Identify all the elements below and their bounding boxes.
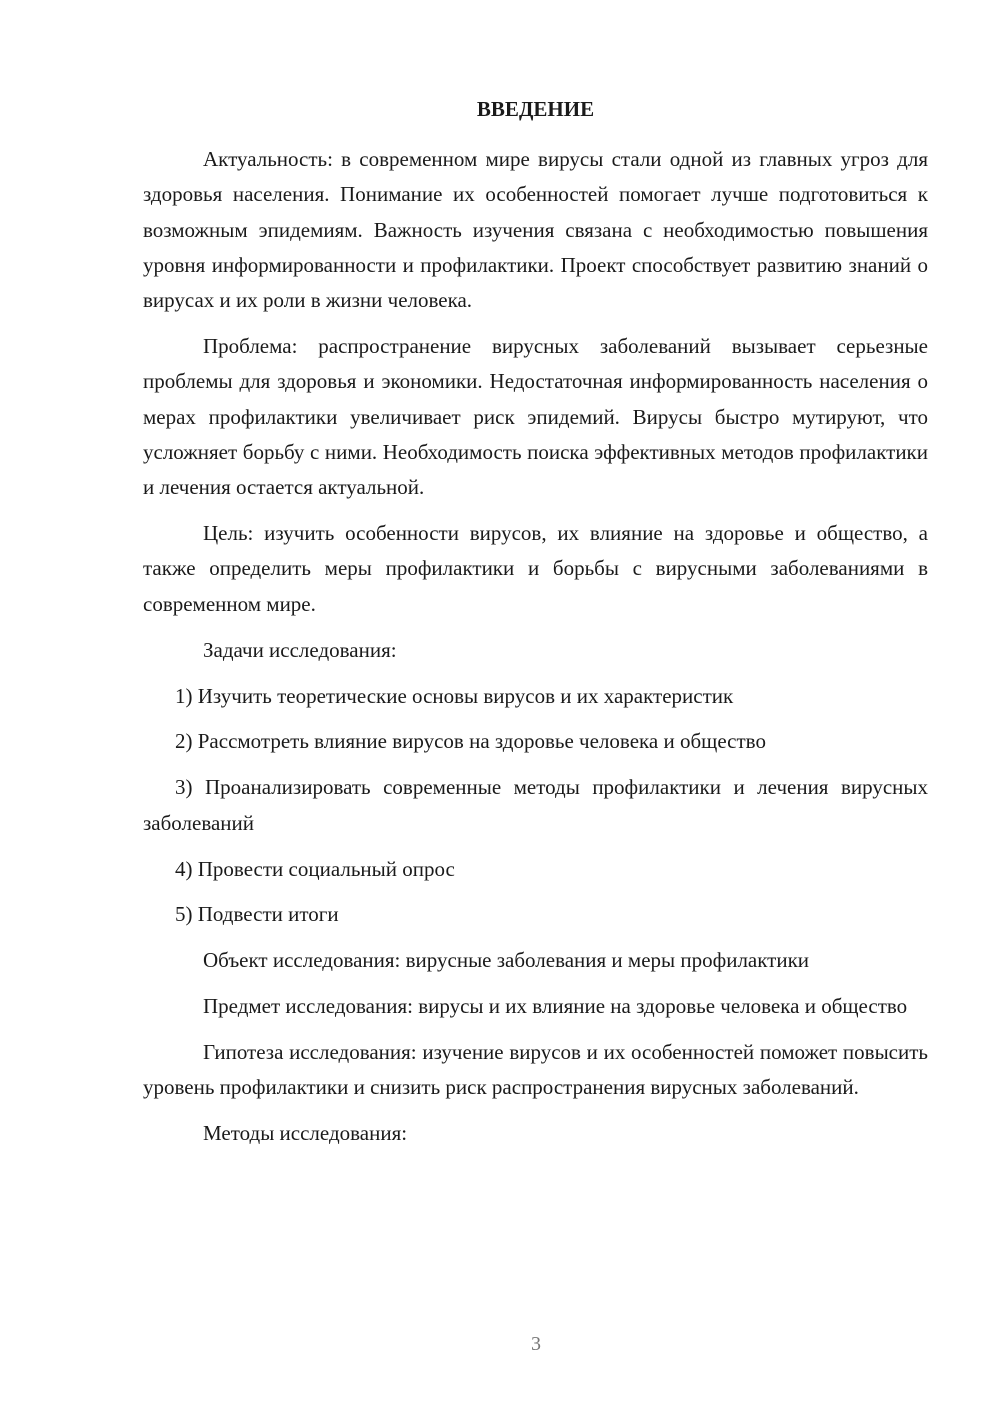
task-item: 2) Рассмотреть влияние вирусов на здоровье человека и общество [175, 729, 766, 754]
tasks-heading: Задачи исследования: [203, 637, 397, 662]
document-page [143, 92, 928, 1162]
methods-heading: Методы исследования: [203, 1121, 408, 1146]
problem-paragraph: Проблема: распространение вирусных заболеваний вызывает серьезные проблемы для здоровья и экономики. Недостаточная информированность населения о мерах профилактики увеличивает риск эпидемий. Вирусы быстро мутируют, что усложняет борьбу с ними. Необходимость поиска эффективных методов профилактики и лечения остается актуальной. [143, 334, 928, 500]
relevance-paragraph: Актуальность: в современном мире вирусы стали одной из главных угроз для здоровья населения. Понимание их особенностей помогает лучше подготовиться к возможным эпидемиям. Важность изучения связана с необходимостью повышения уровня информированности и профилактики. Проект способствует развитию знаний о вирусах и их роли в жизни человека. [143, 147, 928, 313]
subject-paragraph: Предмет исследования: вирусы и их влияние на здоровье человека и общество [203, 994, 908, 1019]
goal-paragraph: Цель: изучить особенности вирусов, их влияние на здоровье и общество, а также определить меры профилактики и борьбы с вирусными заболеваниями в современном мире. [143, 521, 928, 616]
task-item: 3) Проанализировать современные методы профилактики и лечения вирусных заболеваний [143, 775, 928, 835]
object-paragraph: Объект исследования: вирусные заболевания и меры профилактики [203, 948, 810, 973]
task-item: 4) Провести социальный опрос [175, 856, 455, 881]
section-title: ВВЕДЕНИЕ [476, 97, 595, 121]
hypothesis-paragraph: Гипотеза исследования: изучение вирусов и их особенностей поможет повысить уровень профилактики и снизить риск распространения вирусных заболеваний. [143, 1040, 928, 1100]
page-number: 3 [531, 1333, 541, 1355]
task-item: 5) Подвести итоги [175, 902, 339, 927]
task-item: 1) Изучить теоретические основы вирусов и их характеристик [175, 683, 734, 708]
